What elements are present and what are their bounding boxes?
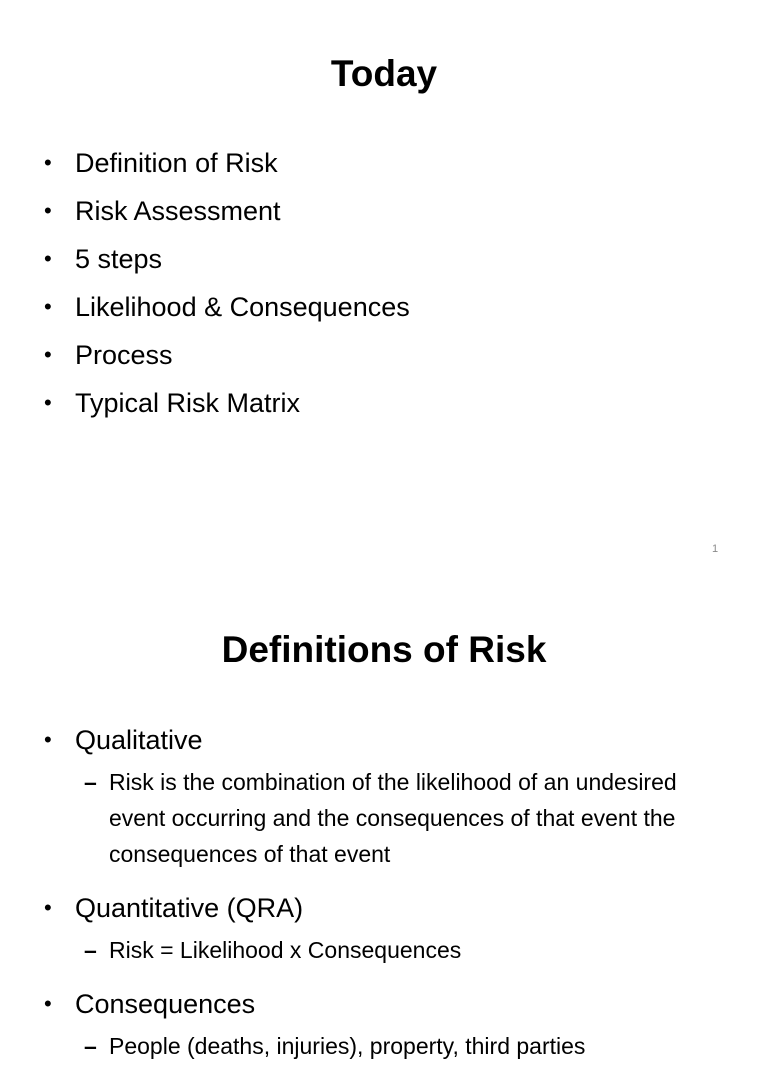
dash-icon: – xyxy=(84,937,97,963)
sub-bullet-text: People (deaths, injuries), property, third parties xyxy=(109,1033,586,1059)
dash-icon: – xyxy=(84,769,97,795)
bullet-item xyxy=(44,980,714,1064)
sub-bullet-list xyxy=(75,932,714,968)
bullet-icon: • xyxy=(44,727,52,752)
bullet-text: Qualitative xyxy=(75,725,203,755)
sub-bullet-text: Risk = Likelihood x Consequences xyxy=(109,937,462,963)
page-number: 1 xyxy=(712,543,719,555)
bullet-item xyxy=(44,139,410,187)
bullet-list xyxy=(44,716,714,1076)
bullet-icon: • xyxy=(44,246,52,271)
bullet-icon: • xyxy=(44,294,52,319)
bullet-item xyxy=(44,235,410,283)
sub-bullet-item xyxy=(75,764,714,872)
bullet-icon: • xyxy=(44,895,52,920)
bullet-icon: • xyxy=(44,150,52,175)
bullet-text: 5 steps xyxy=(75,244,163,274)
sub-bullet-text: Risk is the combination of the likelihood of an undesired event occurring and the consequences of that event the consequences of that event xyxy=(109,769,677,867)
bullet-item xyxy=(44,379,410,427)
bullet-text: Typical Risk Matrix xyxy=(75,388,301,418)
slide-definitions-of-risk xyxy=(0,576,768,1059)
bullet-icon: • xyxy=(44,991,52,1016)
dash-icon: – xyxy=(84,1033,97,1059)
bullet-item xyxy=(44,331,410,379)
bullet-list xyxy=(44,139,410,427)
bullet-item xyxy=(44,716,714,872)
slide-title: Definitions of Risk xyxy=(221,629,547,670)
sub-bullet-list xyxy=(75,1028,714,1064)
sub-bullet-list xyxy=(75,764,714,872)
bullet-item xyxy=(44,187,410,235)
sub-bullet-item xyxy=(75,1028,714,1064)
bullet-icon: • xyxy=(44,198,52,223)
sub-bullet-item xyxy=(75,932,714,968)
bullet-item xyxy=(44,283,410,331)
bullet-text: Process xyxy=(75,340,173,370)
bullet-text: Definition of Risk xyxy=(75,148,278,178)
slide-title: Today xyxy=(330,53,438,94)
bullet-text: Consequences xyxy=(75,989,256,1019)
bullet-icon: • xyxy=(44,390,52,415)
bullet-text: Likelihood & Consequences xyxy=(75,292,410,322)
bullet-text: Risk Assessment xyxy=(75,196,281,226)
bullet-text: Quantitative (QRA) xyxy=(75,893,304,923)
bullet-icon: • xyxy=(44,342,52,367)
bullet-item xyxy=(44,884,714,968)
